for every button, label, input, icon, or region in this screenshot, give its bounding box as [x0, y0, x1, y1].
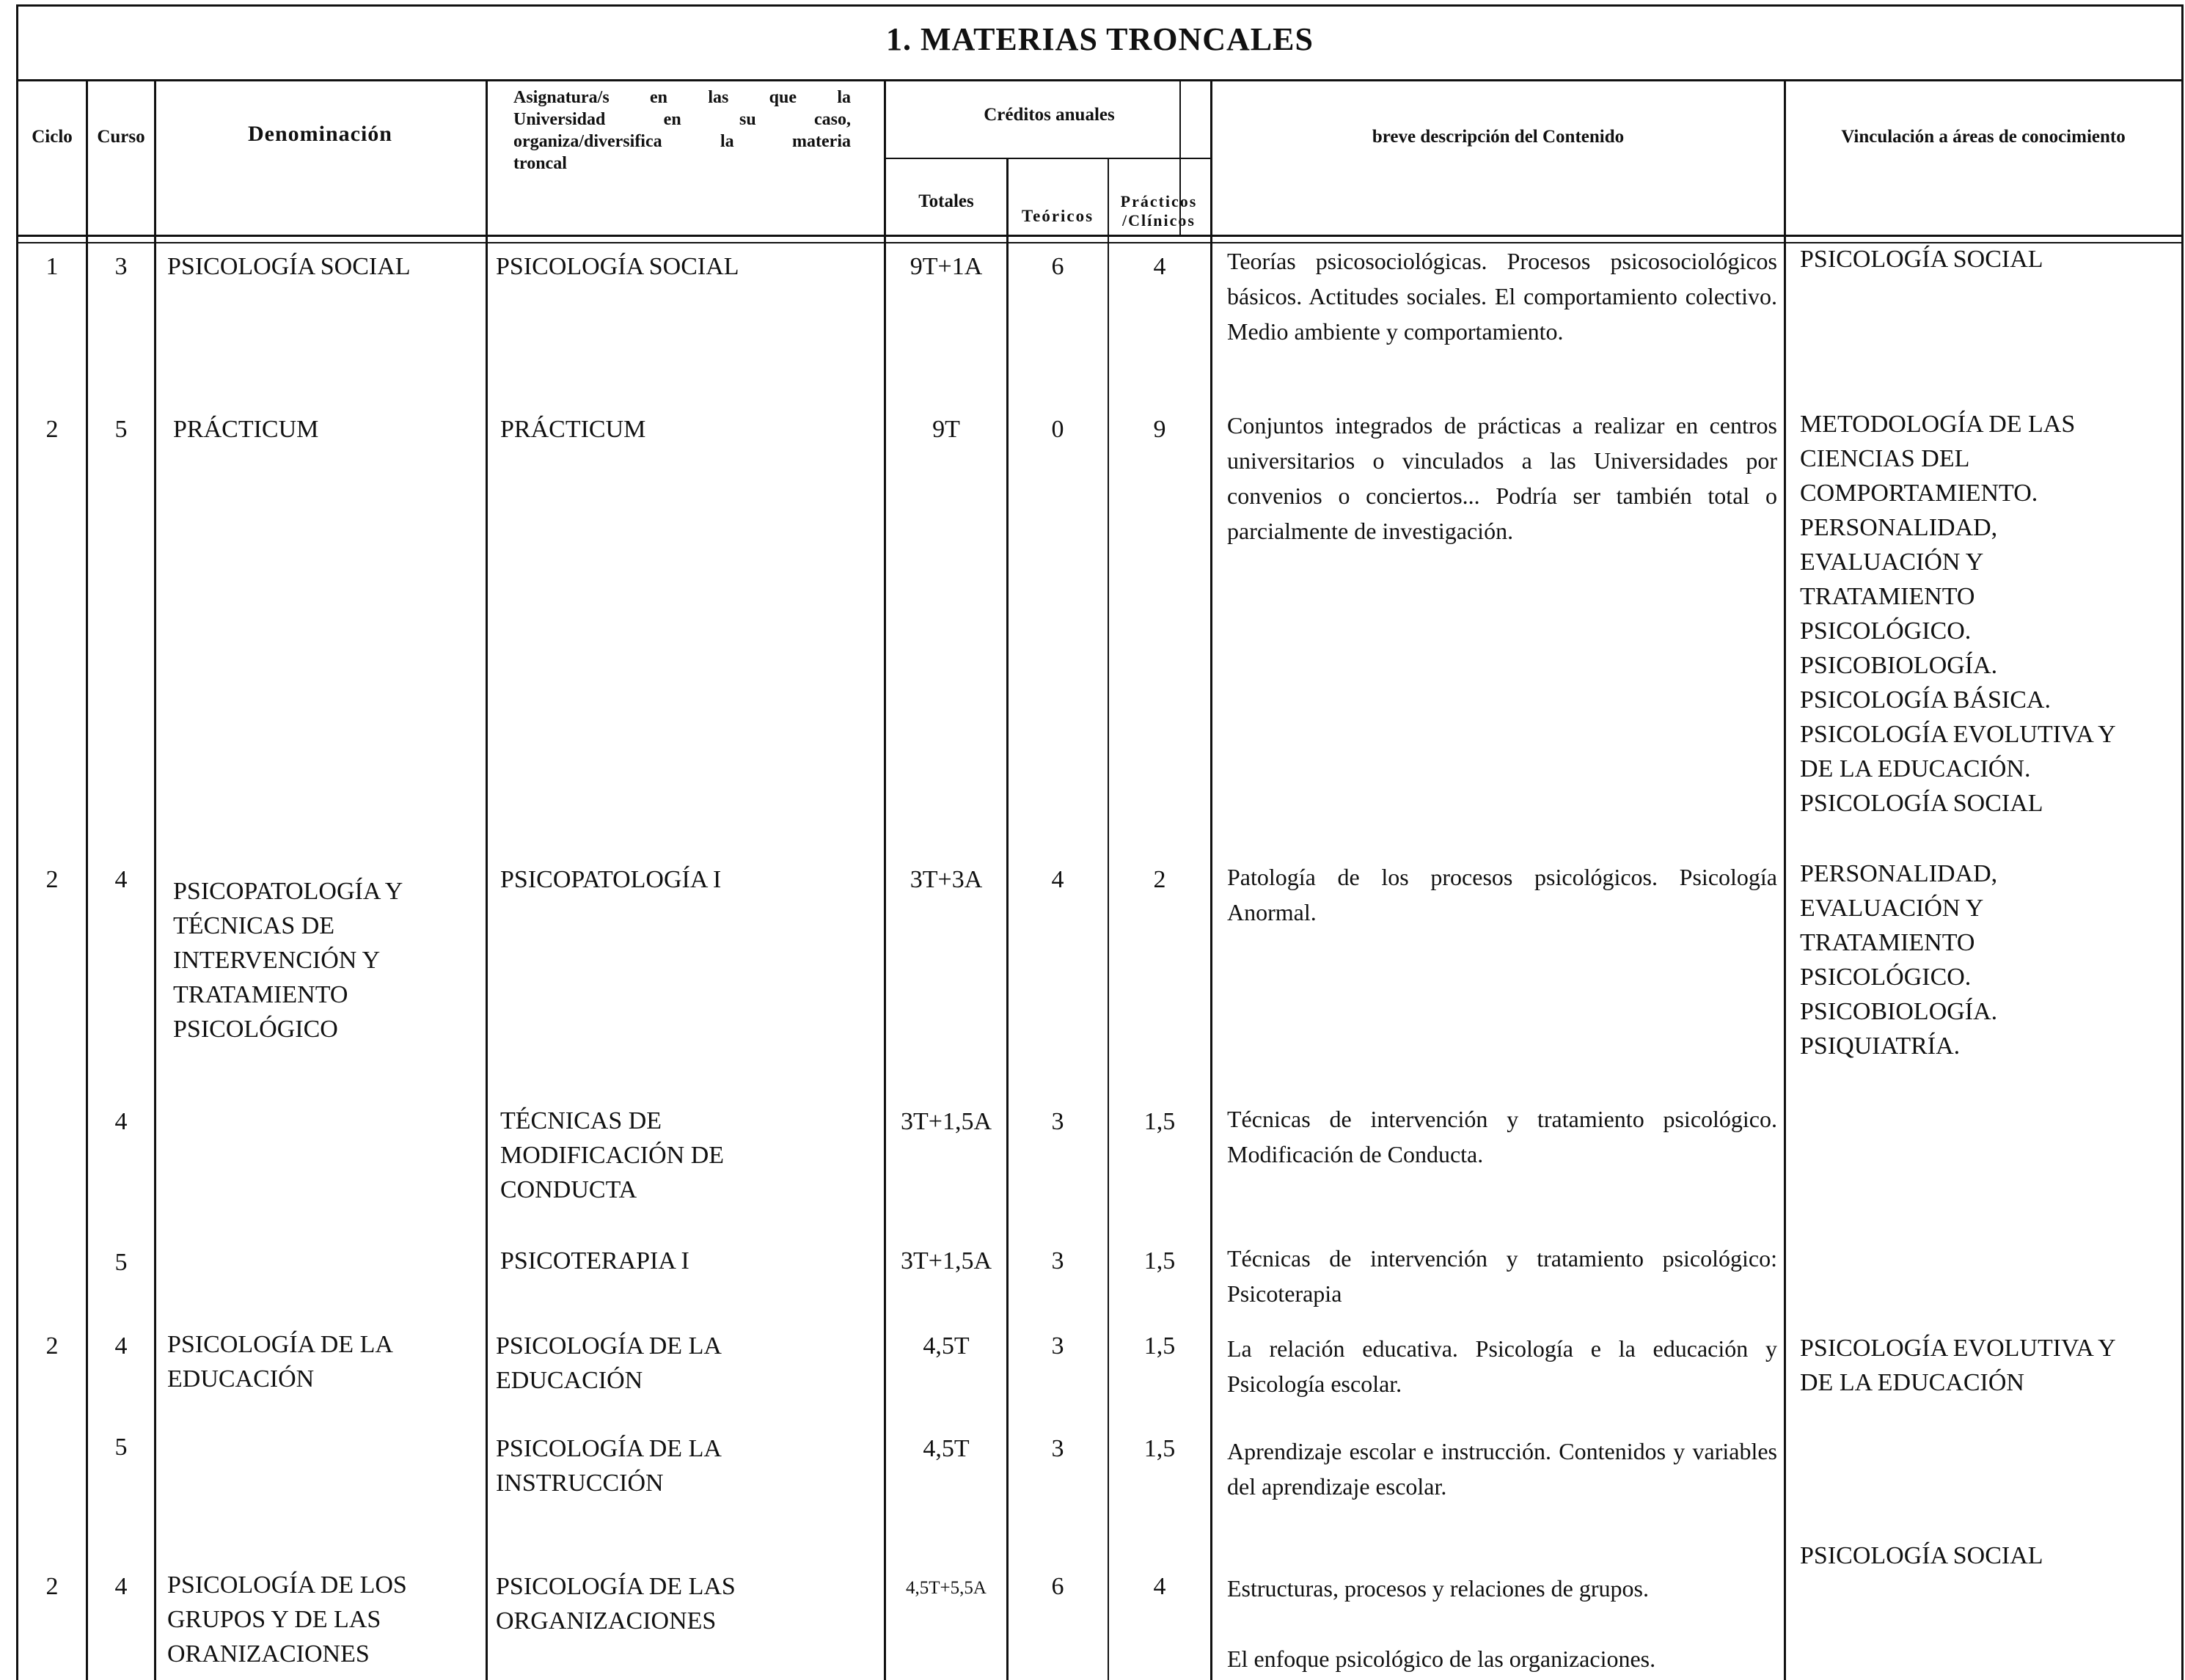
- row2-vinculacion-line-12: PSICOLOGÍA SOCIAL: [1800, 790, 2043, 817]
- row2-vinculacion-line-4: PERSONALIDAD,: [1800, 514, 1998, 541]
- header-descripcion: breve descripción del Contenido: [1372, 127, 1625, 147]
- header-denominacion: Denominación: [247, 122, 392, 146]
- row2-denominacion: PRÁCTICUM: [173, 416, 319, 443]
- row4-practicos: 1,5: [1143, 1108, 1176, 1135]
- row7-asignatura-line-1: PSICOLOGÍA DE LA: [496, 1435, 722, 1462]
- row8-asignatura-line-1: PSICOLOGÍA DE LAS: [496, 1573, 736, 1600]
- row8-denominacion-line-3: ORANIZACIONES: [167, 1640, 370, 1668]
- row6-vinculacion: [1800, 1331, 2178, 1400]
- row6-denominacion-line-1: PSICOLOGÍA DE LA: [167, 1331, 393, 1358]
- row8-teoricos: 6: [1051, 1573, 1064, 1600]
- header-totales: Totales: [918, 191, 974, 211]
- row3-vinculacion: [1800, 856, 2178, 1063]
- page-title: 1. MATERIAS TRONCALES: [886, 21, 1314, 57]
- header-creditos: Créditos anuales: [984, 105, 1115, 125]
- row3-vinculacion-line-2: EVALUACIÓN Y: [1800, 895, 1984, 922]
- row6-practicos: 1,5: [1143, 1332, 1176, 1360]
- row7-practicos: 1,5: [1143, 1435, 1176, 1462]
- creditos-subheader-line: [884, 158, 1210, 159]
- header-practicos-line-2: /Clínicos: [1122, 211, 1196, 230]
- row5-descripcion: Técnicas de intervención y tratamiento psicológico: Psicoterapia: [1227, 1245, 1777, 1307]
- row3-vinculacion-line-6: PSIQUIATRÍA.: [1800, 1032, 1961, 1060]
- row3-totales: 3T+3A: [909, 866, 983, 893]
- header-ciclo: Ciclo: [32, 127, 73, 147]
- row3-denominacion-line-2: TÉCNICAS DE: [173, 912, 335, 939]
- row2-teoricos: 0: [1051, 416, 1064, 443]
- title-separator-line: [16, 79, 2184, 81]
- row3-denominacion-line-3: INTERVENCIÓN Y: [173, 947, 381, 974]
- row2-totales: 9T: [932, 416, 960, 443]
- row4-teoricos: 3: [1051, 1108, 1064, 1135]
- row8-denominacion-line-1: PSICOLOGÍA DE LOS: [167, 1571, 407, 1599]
- row8-asignatura-line-2: ORGANIZACIONES: [496, 1607, 717, 1635]
- col-line-descripcion: [1784, 79, 1786, 1680]
- row3-practicos: 2: [1153, 866, 1166, 893]
- row3-vinculacion-line-4: PSICOLÓGICO.: [1800, 964, 1972, 991]
- row4-curso: 4: [114, 1108, 128, 1135]
- row6-asignatura-line-1: PSICOLOGÍA DE LA: [496, 1332, 722, 1360]
- row8-curso: 4: [114, 1573, 128, 1600]
- row3-denominacion: [173, 874, 403, 1046]
- row8-denominacion-line-2: GRUPOS Y DE LAS: [167, 1606, 381, 1633]
- col-line-curso: [154, 79, 156, 1680]
- row3-vinculacion-line-1: PERSONALIDAD,: [1800, 860, 1998, 887]
- row5-practicos: 1,5: [1143, 1247, 1176, 1274]
- row3-asignatura: PSICOPATOLOGÍA I: [500, 866, 722, 893]
- row8-descripcion: Estructuras, procesos y relaciones de grupos.: [1227, 1575, 1649, 1602]
- row6-denominacion: [167, 1327, 393, 1396]
- row5-teoricos: 3: [1051, 1247, 1064, 1274]
- row6-asignatura: [496, 1329, 722, 1398]
- row2-descripcion: Conjuntos integrados de prácticas a realizar en centros universitarios o vinculados a las Universidades por convenios o conciertos... Podría ser también total o parcialmente de investigación.: [1227, 412, 1777, 544]
- row8-denominacion: [167, 1568, 407, 1671]
- header-curso: Curso: [97, 127, 145, 147]
- row1-curso: 3: [114, 253, 128, 280]
- row2-vinculacion-line-2: CIENCIAS DEL: [1800, 445, 1970, 472]
- row7-asignatura: [496, 1431, 722, 1500]
- row5-totales: 3T+1,5A: [901, 1247, 992, 1274]
- row7-totales: 4,5T: [923, 1435, 970, 1462]
- row1-descripcion: Teorías psicosociológicas. Procesos psicosociológicos básicos. Actitudes sociales. El comportamiento colectivo. Medio ambiente y comportamiento.: [1227, 248, 1777, 345]
- row3-denominacion-line-5: PSICOLÓGICO: [173, 1016, 338, 1043]
- row4-asignatura-line-1: TÉCNICAS DE: [500, 1107, 662, 1134]
- row2-asignatura: PRÁCTICUM: [500, 416, 646, 443]
- row2-curso: 5: [114, 416, 128, 443]
- row2-vinculacion-line-3: COMPORTAMIENTO.: [1800, 480, 2038, 507]
- row8-practicos: 4: [1153, 1573, 1166, 1600]
- header-vinculacion: Vinculación a áreas de conocimiento: [1841, 127, 2126, 147]
- row2-vinculacion-line-11: DE LA EDUCACIÓN.: [1800, 755, 2031, 782]
- row7-descripcion: Aprendizaje escolar e instrucción. Contenidos y variables del aprendizaje escolar.: [1227, 1438, 1777, 1500]
- row2-vinculacion-line-9: PSICOLOGÍA BÁSICA.: [1800, 686, 2051, 714]
- frame-left-line: [16, 4, 18, 1680]
- frame-right-line: [2181, 4, 2184, 1680]
- row8-asignatura: [496, 1569, 736, 1638]
- row6-curso: 4: [114, 1332, 128, 1360]
- row1-asignatura: PSICOLOGÍA SOCIAL: [496, 253, 739, 280]
- row1-teoricos: 6: [1051, 253, 1064, 280]
- row4-asignatura-line-3: CONDUCTA: [500, 1176, 637, 1203]
- row2-practicos: 9: [1153, 416, 1166, 443]
- row6-teoricos: 3: [1051, 1332, 1064, 1360]
- row3-curso: 4: [114, 866, 128, 893]
- row3-denominacion-line-1: PSICOPATOLOGÍA Y: [173, 878, 403, 905]
- row2-vinculacion: [1800, 407, 2178, 821]
- row7-teoricos: 3: [1051, 1435, 1064, 1462]
- row7-asignatura-line-2: INSTRUCCIÓN: [496, 1470, 664, 1497]
- row4-asignatura-line-2: MODIFICACIÓN DE: [500, 1142, 725, 1169]
- row7-curso: 5: [114, 1434, 128, 1461]
- row1-vinculacion: PSICOLOGÍA SOCIAL: [1800, 246, 2043, 273]
- row6-ciclo: 2: [45, 1332, 59, 1360]
- header-teoricos: Teóricos: [1021, 207, 1094, 225]
- row8-descripcion-2: El enfoque psicológico de las organizaciones.: [1227, 1646, 1656, 1672]
- header-asignatura-line-4: troncal: [513, 154, 567, 173]
- row4-asignatura: [500, 1104, 724, 1207]
- row3-vinculacion-line-3: TRATAMIENTO: [1800, 929, 1975, 956]
- row8-vinculacion: PSICOLOGÍA SOCIAL: [1800, 1542, 2043, 1569]
- header-practicos-line-1: Prácticos: [1120, 192, 1198, 210]
- row6-totales: 4,5T: [923, 1332, 970, 1360]
- row3-descripcion: Patología de los procesos psicológicos. Psicología Anormal.: [1227, 864, 1777, 925]
- row2-vinculacion-line-7: PSICOLÓGICO.: [1800, 617, 1972, 645]
- row5-curso: 5: [114, 1249, 128, 1276]
- row1-totales: 9T+1A: [909, 253, 983, 280]
- header-asignatura-line-1: Asignatura/s en las que la: [513, 88, 851, 107]
- header-practicos: [1104, 192, 1214, 230]
- row2-vinculacion-line-10: PSICOLOGÍA EVOLUTIVA Y: [1800, 721, 2116, 748]
- row2-vinculacion-line-1: METODOLOGÍA DE LAS: [1800, 411, 2076, 438]
- frame-top-line: [16, 4, 2184, 7]
- header-asignatura: [513, 87, 851, 175]
- row6-vinculacion-line-2: DE LA EDUCACIÓN: [1800, 1369, 2024, 1396]
- row6-descripcion: La relación educativa. Psicología e la educación y Psicología escolar.: [1227, 1335, 1777, 1397]
- row6-asignatura-line-2: EDUCACIÓN: [496, 1367, 643, 1394]
- row3-denominacion-line-4: TRATAMIENTO: [173, 981, 348, 1008]
- row4-totales: 3T+1,5A: [901, 1108, 992, 1135]
- row3-vinculacion-line-5: PSICOBIOLOGÍA.: [1800, 998, 1998, 1025]
- col-line-denominacion: [486, 79, 488, 1680]
- header-asignatura-line-3: organiza/diversifica la materia: [513, 132, 851, 151]
- row2-vinculacion-line-8: PSICOBIOLOGÍA.: [1800, 652, 1998, 679]
- row2-vinculacion-line-6: TRATAMIENTO: [1800, 583, 1975, 610]
- header-asignatura-line-2: Universidad en su caso,: [513, 110, 851, 129]
- col-line-creditos-right: [1210, 79, 1212, 1680]
- row2-vinculacion-line-5: EVALUACIÓN Y: [1800, 549, 1984, 576]
- row3-teoricos: 4: [1051, 866, 1064, 893]
- row8-ciclo: 2: [45, 1573, 59, 1600]
- row6-denominacion-line-2: EDUCACIÓN: [167, 1365, 315, 1393]
- row6-vinculacion-line-1: PSICOLOGÍA EVOLUTIVA Y: [1800, 1335, 2116, 1362]
- row2-ciclo: 2: [45, 416, 59, 443]
- row1-practicos: 4: [1153, 253, 1166, 280]
- row8-totales: 4,5T+5,5A: [906, 1578, 987, 1598]
- row1-denominacion: PSICOLOGÍA SOCIAL: [167, 253, 411, 280]
- row4-descripcion: Técnicas de intervención y tratamiento psicológico. Modificación de Conducta.: [1227, 1106, 1777, 1167]
- row5-asignatura: PSICOTERAPIA I: [500, 1247, 689, 1274]
- row3-ciclo: 2: [45, 866, 59, 893]
- row1-ciclo: 1: [45, 253, 59, 280]
- header-bottom-line: [16, 235, 2184, 237]
